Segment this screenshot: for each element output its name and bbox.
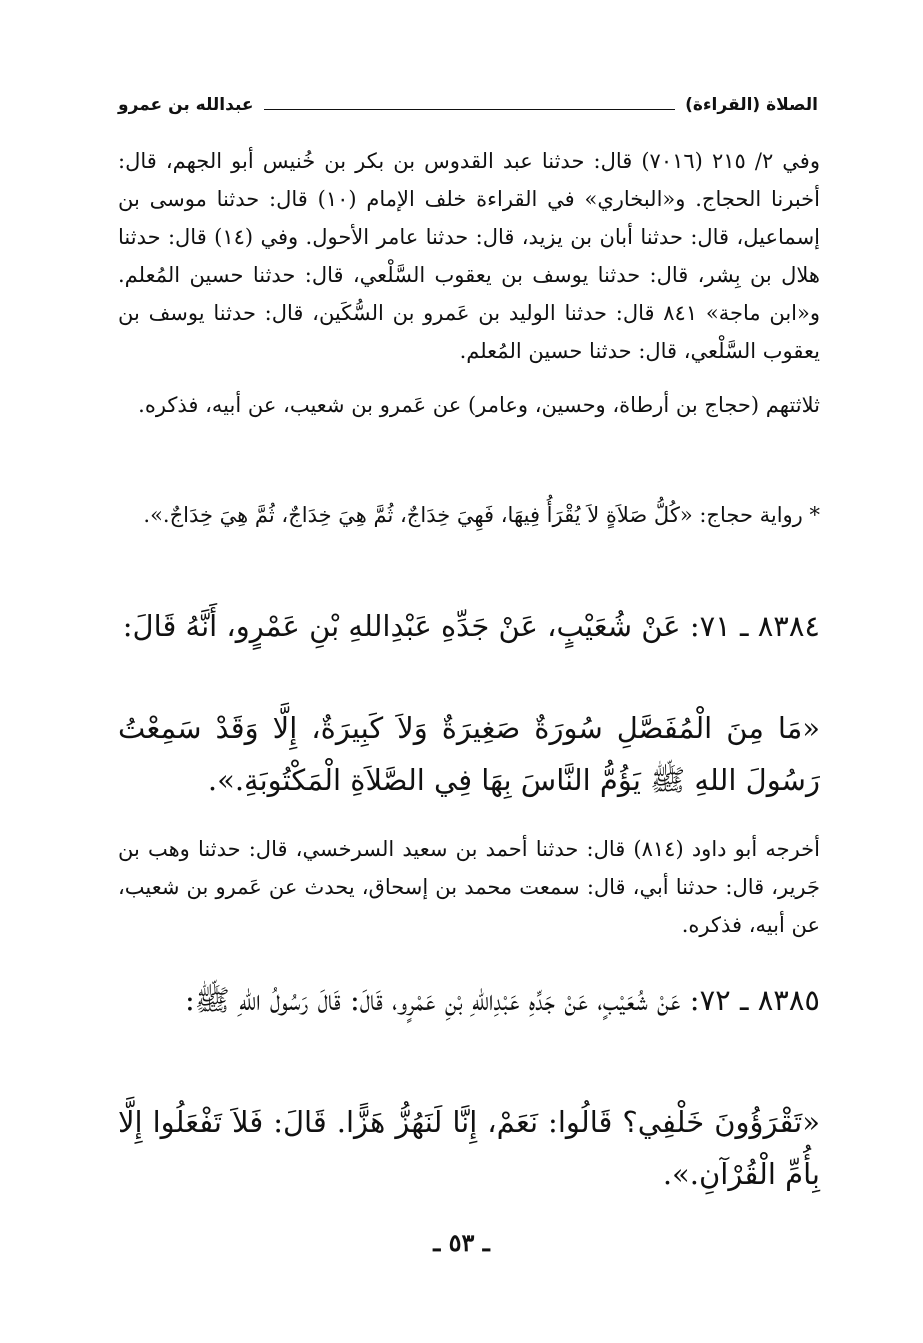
hadith-8385-isnad: ٨٣٨٥ ـ ٧٢: عَنْ شُعَيْبٍ، عَنْ جَدِّهِ عَبْدِاللهِ بْنِ عَمْرٍو، قَالَ: قَالَ رَسُولُ اللهِ ﷺ:	[185, 983, 820, 1017]
header-chapter-title: الصلاة (القراءة)	[685, 95, 818, 115]
running-header	[118, 90, 818, 120]
hajjaj-narration: * رواية حجاج: «كُلُّ صَلاَةٍ لاَ يُقْرَأُ فِيهَا، فَهِيَ خِدَاجٌ، ثُمَّ هِيَ خِدَاجٌ، ثُمَّ هِيَ خِدَاجٌ.».	[143, 503, 820, 527]
hadith-8384-isnad: ٨٣٨٤ ـ ٧١: عَنْ شُعَيْبٍ، عَنْ جَدِّهِ عَبْدِاللهِ بْنِ عَمْرٍو، أَنَّهُ قَالَ:	[122, 609, 820, 643]
source-note-3: أخرجه أبو داود (٨١٤) قال: حدثنا أحمد بن سعيد السرخسي، قال: حدثنا وهب بن جَرير، قال: حدثنا أبي، قال: سمعت محمد بن إسحاق، يحدث عن عَمرو بن شعيب، عن أبيه، فذكره.	[118, 837, 820, 937]
hadith-8385-matn: «تَقْرَؤُونَ خَلْفِي؟ قَالُوا: نَعَمْ، إِنَّا لَنَهُزُّ هَزًّا. قَالَ: فَلاَ تَفْعَلُوا إِلَّا بِأُمِّ الْقُرْآنِ.».	[118, 1105, 820, 1191]
source-note-1: وفي ٢/ ٢١٥ (٧٠١٦) قال: حدثنا عبد القدوس بن بكر بن خُنيس أبو الجهم، قال: أخبرنا الحجاج. و«البخاري» في القراءة خلف الإمام (١٠) قال: حدثنا موسى بن إسماعيل، قال: حدثنا أبان بن يزيد، قال: حدثنا عامر الأحول. وفي (١٤) قال: حدثنا هلال بن بِشر، قال: حدثنا يوسف بن يعقوب السَّلْعي، قال: حدثنا حسين المُعلم. و«ابن ماجة» ٨٤١ قال: حدثنا الوليد بن عَمرو بن السُّكَين، قال: حدثنا يوسف بن يعقوب السَّلْعي، قال: حدثنا حسين المُعلم.	[118, 149, 820, 363]
header-rule	[264, 109, 676, 110]
page-number: ـ ٥٣ ـ	[433, 1228, 490, 1257]
source-note-2: ثلاثتهم (حجاج بن أرطاة، وحسين، وعامر) عن عَمرو بن شعيب، عن أبيه، فذكره.	[138, 393, 820, 417]
hadith-8384-matn: «مَا مِنَ الْمُفَصَّلِ سُورَةٌ صَغِيرَةٌ وَلاَ كَبِيرَةٌ، إِلَّا وَقَدْ سَمِعْتُ رَسُولَ اللهِ ﷺ يَؤُمُّ النَّاسَ بِهَا فِي الصَّلاَةِ الْمَكْتُوبَةِ.».	[118, 711, 820, 797]
header-narrator: عبدالله بن عمرو	[118, 95, 254, 115]
